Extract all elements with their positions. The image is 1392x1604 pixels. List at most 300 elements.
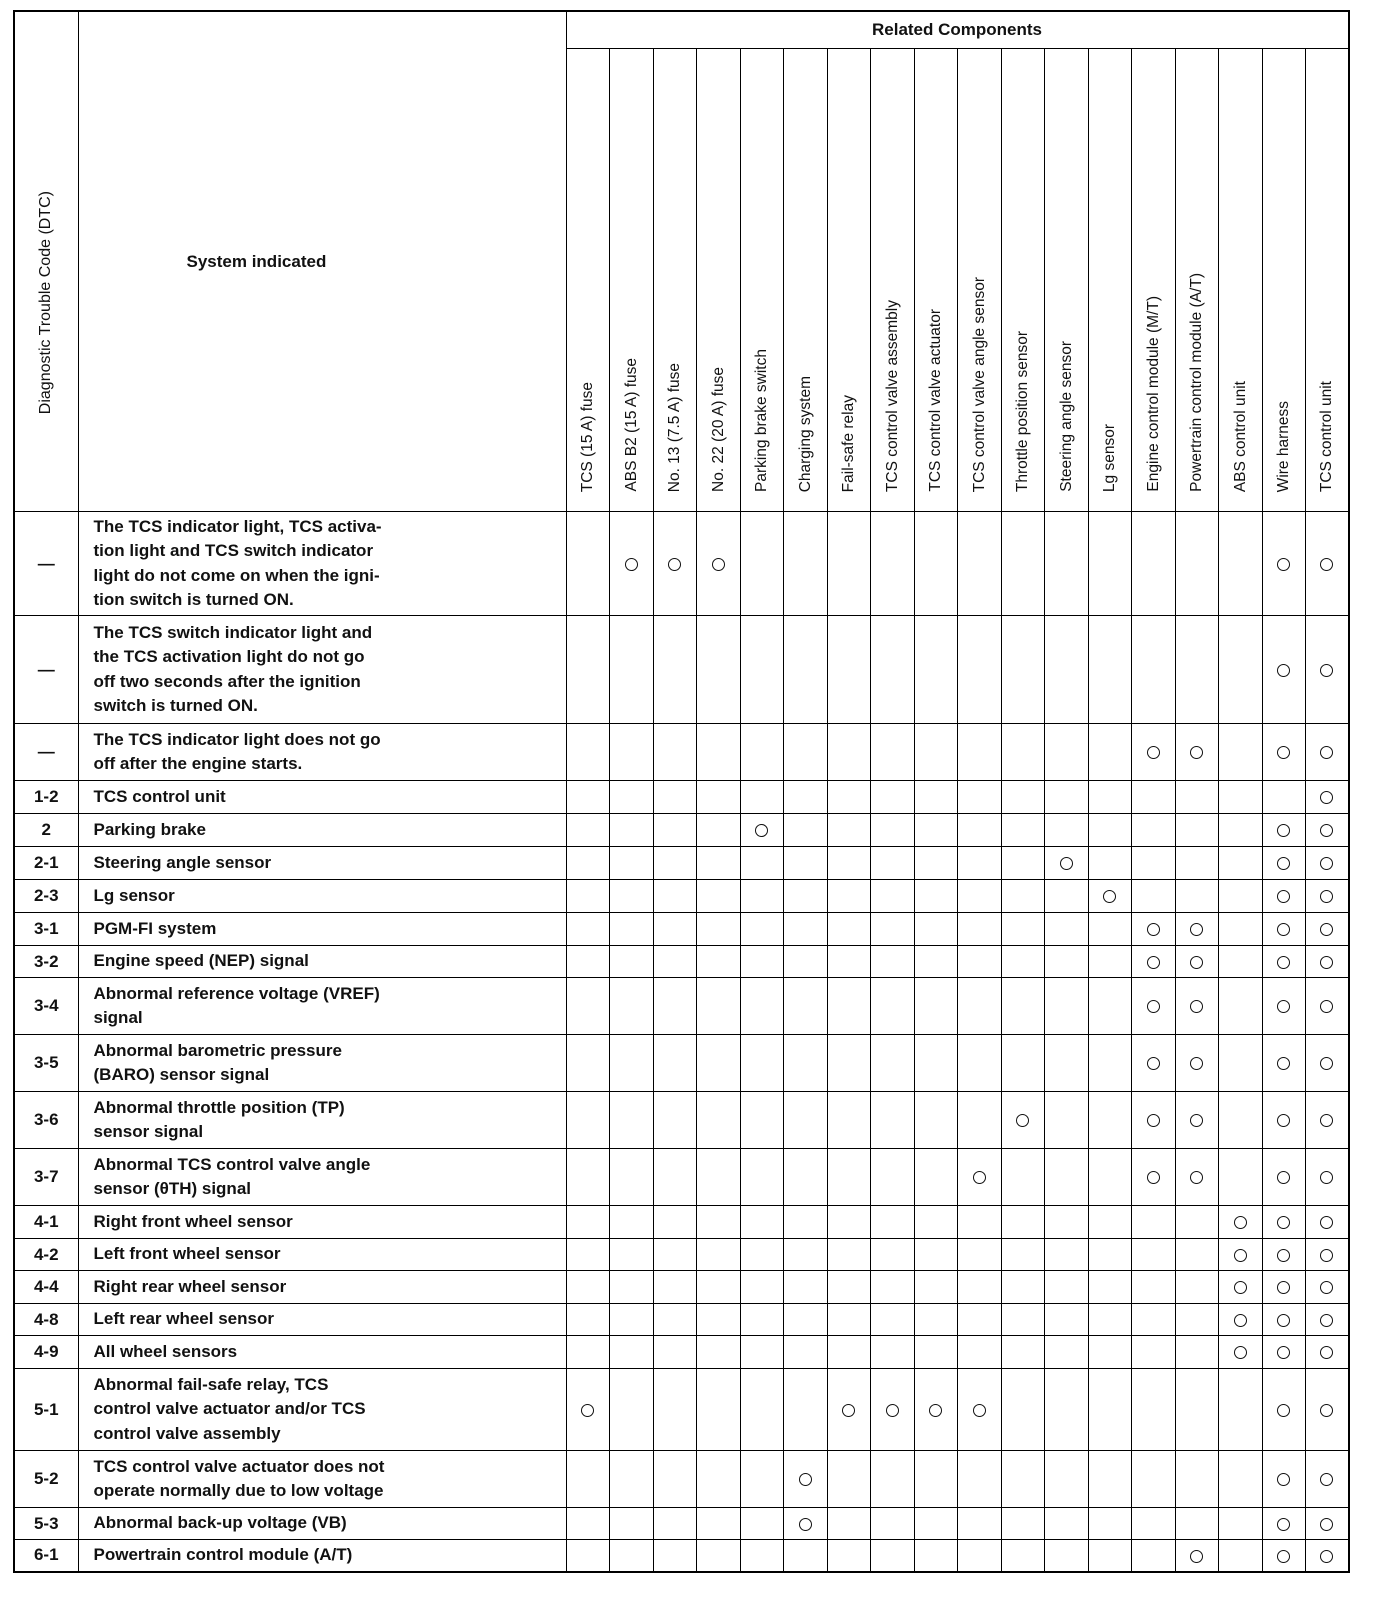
- system-indicated: Lg sensor: [78, 880, 566, 913]
- component-header: [784, 49, 828, 512]
- component-cell: [697, 1451, 741, 1508]
- system-indicated: The TCS indicator light, TCS activa- tion light and TCS switch indicator light do not come on when the igni- tion switch is turned ON.: [78, 512, 566, 616]
- component-label: Charging system: [796, 375, 814, 492]
- component-cell: [784, 781, 828, 814]
- component-cell: [1001, 1508, 1045, 1540]
- component-header: [740, 49, 784, 512]
- component-cell: [1219, 1271, 1263, 1304]
- component-cell: [1045, 1451, 1089, 1508]
- component-cell: [1045, 913, 1089, 946]
- component-cell: [827, 724, 871, 781]
- component-cell: [958, 1271, 1002, 1304]
- component-cell: [1045, 1206, 1089, 1239]
- system-indicated: Left front wheel sensor: [78, 1239, 566, 1271]
- component-cell: [784, 724, 828, 781]
- component-cell: [827, 1540, 871, 1572]
- related-mark-icon: [1320, 923, 1333, 936]
- component-cell: [871, 1271, 915, 1304]
- component-cell: [740, 1304, 784, 1336]
- component-cell: [740, 913, 784, 946]
- component-cell: [914, 847, 958, 880]
- component-cell: [1219, 1451, 1263, 1508]
- component-cell: [1175, 1336, 1219, 1369]
- component-cell: [1001, 1206, 1045, 1239]
- component-cell: [871, 814, 915, 847]
- component-cell: [827, 781, 871, 814]
- component-cell: [1088, 814, 1132, 847]
- related-mark-icon: [1147, 923, 1160, 936]
- component-cell: [1001, 512, 1045, 616]
- component-cell: [697, 1336, 741, 1369]
- component-cell: [610, 978, 654, 1035]
- system-indicated: Abnormal fail-safe relay, TCS control valve actuator and/or TCS control valve assembly: [78, 1369, 566, 1451]
- component-cell: [871, 724, 915, 781]
- related-mark-icon: [1277, 1249, 1290, 1262]
- component-cell: [740, 1271, 784, 1304]
- component-cell: [1088, 1206, 1132, 1239]
- related-mark-icon: [1277, 664, 1290, 677]
- component-cell: [566, 913, 610, 946]
- component-cell: [1262, 1508, 1306, 1540]
- component-cell: [740, 1369, 784, 1451]
- component-cell: [827, 1336, 871, 1369]
- related-mark-icon: [1147, 1057, 1160, 1070]
- component-cell: [1219, 1336, 1263, 1369]
- related-mark-icon: [1016, 1114, 1029, 1127]
- component-cell: [566, 724, 610, 781]
- component-cell: [958, 1336, 1002, 1369]
- component-cell: [784, 880, 828, 913]
- dtc-code: 3-4: [14, 978, 78, 1035]
- related-mark-icon: [1277, 890, 1290, 903]
- component-cell: [784, 1540, 828, 1572]
- component-cell: [1132, 1149, 1176, 1206]
- component-header: [566, 49, 610, 512]
- related-mark-icon: [1320, 890, 1333, 903]
- component-label: Fail-safe relay: [840, 394, 857, 492]
- system-indicated: TCS control valve actuator does not operate normally due to low voltage: [78, 1451, 566, 1508]
- component-cell: [566, 781, 610, 814]
- component-cell: [1262, 978, 1306, 1035]
- component-cell: [1132, 946, 1176, 978]
- component-cell: [610, 1369, 654, 1451]
- component-cell: [566, 1092, 610, 1149]
- component-cell: [610, 1206, 654, 1239]
- system-indicated: The TCS switch indicator light and the TCS activation light do not go off two seconds after the ignition switch is turned ON.: [78, 616, 566, 724]
- dtc-code: 5-2: [14, 1451, 78, 1508]
- component-cell: [871, 1369, 915, 1451]
- component-cell: [1219, 814, 1263, 847]
- component-cell: [1132, 1369, 1176, 1451]
- component-cell: [610, 1035, 654, 1092]
- component-cell: [566, 1336, 610, 1369]
- component-cell: [740, 724, 784, 781]
- component-cell: [827, 913, 871, 946]
- component-cell: [827, 1304, 871, 1336]
- component-cell: [1219, 781, 1263, 814]
- component-cell: [784, 946, 828, 978]
- component-cell: [827, 946, 871, 978]
- related-mark-icon: [1147, 746, 1160, 759]
- related-mark-icon: [1320, 1249, 1333, 1262]
- component-cell: [784, 1336, 828, 1369]
- component-header: [1132, 49, 1176, 512]
- component-cell: [827, 814, 871, 847]
- dtc-code: 4-9: [14, 1336, 78, 1369]
- component-cell: [784, 847, 828, 880]
- component-cell: [784, 1508, 828, 1540]
- component-cell: [1132, 1035, 1176, 1092]
- related-mark-icon: [1103, 890, 1116, 903]
- component-cell: [610, 1149, 654, 1206]
- component-cell: [1262, 781, 1306, 814]
- component-cell: [1088, 1304, 1132, 1336]
- component-cell: [1001, 946, 1045, 978]
- component-header: [914, 49, 958, 512]
- component-cell: [1001, 1271, 1045, 1304]
- component-cell: [784, 978, 828, 1035]
- dtc-code: 1-2: [14, 781, 78, 814]
- table-row: [14, 1239, 1349, 1271]
- component-cell: [914, 1206, 958, 1239]
- component-cell: [784, 1239, 828, 1271]
- component-cell: [871, 1451, 915, 1508]
- component-cell: [1219, 1149, 1263, 1206]
- component-cell: [871, 1540, 915, 1572]
- component-cell: [1306, 913, 1349, 946]
- component-cell: [871, 1508, 915, 1540]
- related-mark-icon: [973, 1171, 986, 1184]
- related-components-header: [566, 11, 1349, 49]
- table-row: [14, 1304, 1349, 1336]
- related-mark-icon: [1320, 1346, 1333, 1359]
- component-cell: [1001, 1304, 1045, 1336]
- component-cell: [566, 1206, 610, 1239]
- component-cell: [914, 1271, 958, 1304]
- component-cell: [1262, 1206, 1306, 1239]
- component-cell: [1132, 847, 1176, 880]
- related-mark-icon: [1277, 923, 1290, 936]
- component-cell: [1262, 1369, 1306, 1451]
- component-cell: [827, 1508, 871, 1540]
- component-cell: [610, 880, 654, 913]
- component-cell: [566, 1451, 610, 1508]
- component-cell: [697, 880, 741, 913]
- component-cell: [697, 978, 741, 1035]
- table-row: [14, 847, 1349, 880]
- component-cell: [958, 1035, 1002, 1092]
- component-cell: [1132, 1092, 1176, 1149]
- component-cell: [1001, 1149, 1045, 1206]
- component-cell: [1262, 880, 1306, 913]
- component-cell: [1175, 1369, 1219, 1451]
- component-cell: [1219, 1369, 1263, 1451]
- related-mark-icon: [1234, 1281, 1247, 1294]
- component-cell: [1132, 880, 1176, 913]
- system-indicated: Abnormal throttle position (TP) sensor signal: [78, 1092, 566, 1149]
- component-cell: [610, 1540, 654, 1572]
- component-cell: [1262, 946, 1306, 978]
- component-cell: [1088, 1035, 1132, 1092]
- component-cell: [914, 781, 958, 814]
- component-cell: [566, 512, 610, 616]
- component-cell: [827, 1206, 871, 1239]
- component-cell: [1262, 847, 1306, 880]
- component-cell: [871, 1035, 915, 1092]
- component-cell: [914, 616, 958, 724]
- component-cell: [1088, 781, 1132, 814]
- component-cell: [653, 512, 697, 616]
- component-cell: [871, 880, 915, 913]
- component-cell: [958, 814, 1002, 847]
- component-cell: [784, 616, 828, 724]
- component-cell: [958, 1508, 1002, 1540]
- component-cell: [697, 724, 741, 781]
- related-mark-icon: [1277, 956, 1290, 969]
- component-label: No. 13 (7.5 A) fuse: [666, 362, 683, 492]
- component-cell: [871, 978, 915, 1035]
- component-cell: [566, 1149, 610, 1206]
- component-cell: [914, 814, 958, 847]
- component-cell: [1175, 880, 1219, 913]
- related-mark-icon: [1277, 1171, 1290, 1184]
- system-indicated: Steering angle sensor: [78, 847, 566, 880]
- component-cell: [914, 1540, 958, 1572]
- component-cell: [653, 616, 697, 724]
- component-cell: [871, 847, 915, 880]
- component-cell: [914, 978, 958, 1035]
- related-mark-icon: [1320, 1518, 1333, 1531]
- component-cell: [1088, 512, 1132, 616]
- component-cell: [1088, 1336, 1132, 1369]
- component-cell: [1088, 1540, 1132, 1572]
- related-mark-icon: [1190, 1057, 1203, 1070]
- component-cell: [1045, 1336, 1089, 1369]
- component-cell: [1045, 616, 1089, 724]
- component-header: [697, 49, 741, 512]
- table-row: [14, 724, 1349, 781]
- component-cell: [1306, 616, 1349, 724]
- component-cell: [1088, 978, 1132, 1035]
- component-cell: [958, 1369, 1002, 1451]
- component-label: Throttle position sensor: [1014, 330, 1031, 492]
- component-cell: [653, 1540, 697, 1572]
- table-row: [14, 913, 1349, 946]
- component-cell: [1306, 1149, 1349, 1206]
- component-cell: [740, 1092, 784, 1149]
- component-cell: [1132, 1451, 1176, 1508]
- component-cell: [871, 616, 915, 724]
- related-mark-icon: [1277, 824, 1290, 837]
- component-label: Wire harness: [1275, 400, 1292, 492]
- component-cell: [1088, 1369, 1132, 1451]
- component-cell: [1088, 946, 1132, 978]
- component-cell: [1175, 913, 1219, 946]
- component-cell: [566, 1239, 610, 1271]
- related-mark-icon: [1277, 558, 1290, 571]
- related-mark-icon: [1277, 1550, 1290, 1563]
- component-cell: [871, 946, 915, 978]
- component-header: [653, 49, 697, 512]
- component-cell: [1175, 1035, 1219, 1092]
- component-cell: [1045, 781, 1089, 814]
- component-cell: [958, 1149, 1002, 1206]
- component-cell: [566, 978, 610, 1035]
- component-cell: [1175, 1508, 1219, 1540]
- component-cell: [827, 1271, 871, 1304]
- component-cell: [1306, 1508, 1349, 1540]
- component-cell: [1219, 1508, 1263, 1540]
- component-cell: [697, 1304, 741, 1336]
- component-cell: [958, 1451, 1002, 1508]
- component-cell: [1219, 946, 1263, 978]
- component-label: TCS control valve actuator: [927, 309, 944, 492]
- component-cell: [740, 1336, 784, 1369]
- component-cell: [1219, 512, 1263, 616]
- component-cell: [1219, 724, 1263, 781]
- component-cell: [871, 1304, 915, 1336]
- table-row: [14, 1369, 1349, 1451]
- component-cell: [1175, 814, 1219, 847]
- component-cell: [871, 781, 915, 814]
- component-cell: [1262, 1092, 1306, 1149]
- component-cell: [610, 1508, 654, 1540]
- system-indicated: Engine speed (NEP) signal: [78, 946, 566, 978]
- component-cell: [784, 913, 828, 946]
- component-cell: [1306, 1239, 1349, 1271]
- component-label: ABS B2 (15 A) fuse: [622, 358, 640, 492]
- table-row: [14, 1336, 1349, 1369]
- component-cell: [1045, 1508, 1089, 1540]
- table-row: [14, 616, 1349, 724]
- system-indicated: Right front wheel sensor: [78, 1206, 566, 1239]
- component-cell: [653, 1149, 697, 1206]
- component-label: TCS (15 A) fuse: [579, 381, 596, 492]
- component-cell: [566, 1369, 610, 1451]
- component-cell: [827, 1092, 871, 1149]
- component-cell: [871, 913, 915, 946]
- component-cell: [697, 1239, 741, 1271]
- component-cell: [697, 1369, 741, 1451]
- related-mark-icon: [1147, 1171, 1160, 1184]
- component-cell: [610, 724, 654, 781]
- component-cell: [610, 847, 654, 880]
- component-cell: [1219, 847, 1263, 880]
- component-cell: [697, 781, 741, 814]
- component-cell: [740, 880, 784, 913]
- component-label: TCS control valve assembly: [883, 299, 901, 492]
- component-cell: [1262, 1451, 1306, 1508]
- component-cell: [740, 512, 784, 616]
- component-cell: [697, 1035, 741, 1092]
- component-cell: [566, 616, 610, 724]
- component-cell: [566, 814, 610, 847]
- component-cell: [1001, 880, 1045, 913]
- component-cell: [784, 1304, 828, 1336]
- component-cell: [740, 1451, 784, 1508]
- component-cell: [958, 978, 1002, 1035]
- component-cell: [827, 1239, 871, 1271]
- dtc-table: [13, 10, 1350, 1573]
- related-mark-icon: [1320, 1550, 1333, 1563]
- component-cell: [1306, 946, 1349, 978]
- component-cell: [958, 1206, 1002, 1239]
- component-cell: [1175, 946, 1219, 978]
- table-row: [14, 814, 1349, 847]
- related-mark-icon: [1190, 1114, 1203, 1127]
- component-cell: [1262, 1271, 1306, 1304]
- related-mark-icon: [625, 558, 638, 571]
- component-cell: [610, 1336, 654, 1369]
- component-cell: [697, 946, 741, 978]
- component-cell: [740, 847, 784, 880]
- component-cell: [1306, 1092, 1349, 1149]
- component-cell: [653, 814, 697, 847]
- component-cell: [1045, 1271, 1089, 1304]
- component-cell: [1088, 1271, 1132, 1304]
- component-cell: [1262, 913, 1306, 946]
- system-indicated: Abnormal back-up voltage (VB): [78, 1508, 566, 1540]
- component-cell: [1306, 1336, 1349, 1369]
- component-cell: [958, 781, 1002, 814]
- component-cell: [1262, 512, 1306, 616]
- component-cell: [1132, 1508, 1176, 1540]
- component-cell: [653, 1239, 697, 1271]
- component-cell: [566, 880, 610, 913]
- component-cell: [653, 1369, 697, 1451]
- component-cell: [610, 616, 654, 724]
- system-indicated: The TCS indicator light does not go off after the engine starts.: [78, 724, 566, 781]
- related-mark-icon: [1320, 857, 1333, 870]
- related-mark-icon: [755, 824, 768, 837]
- dtc-code: 6-1: [14, 1540, 78, 1572]
- component-cell: [1088, 880, 1132, 913]
- component-cell: [1045, 1540, 1089, 1572]
- related-mark-icon: [1234, 1346, 1247, 1359]
- related-mark-icon: [1320, 1473, 1333, 1486]
- component-cell: [1132, 1336, 1176, 1369]
- system-indicated: Abnormal reference voltage (VREF) signal: [78, 978, 566, 1035]
- component-cell: [1132, 616, 1176, 724]
- component-cell: [914, 512, 958, 616]
- component-cell: [697, 1206, 741, 1239]
- component-cell: [610, 1271, 654, 1304]
- related-mark-icon: [1320, 1000, 1333, 1013]
- related-mark-icon: [886, 1404, 899, 1417]
- component-cell: [566, 1508, 610, 1540]
- component-cell: [1262, 1149, 1306, 1206]
- component-cell: [827, 1451, 871, 1508]
- component-label: Engine control module (M/T): [1144, 296, 1162, 492]
- component-cell: [784, 1451, 828, 1508]
- component-cell: [653, 1271, 697, 1304]
- component-cell: [958, 1239, 1002, 1271]
- component-label: TCS control valve angle sensor: [970, 276, 988, 492]
- component-cell: [1175, 1304, 1219, 1336]
- component-cell: [697, 512, 741, 616]
- related-mark-icon: [1190, 1171, 1203, 1184]
- related-mark-icon: [1277, 1473, 1290, 1486]
- related-mark-icon: [842, 1404, 855, 1417]
- component-cell: [1132, 724, 1176, 781]
- component-cell: [697, 814, 741, 847]
- table-row: [14, 1271, 1349, 1304]
- component-cell: [566, 1304, 610, 1336]
- dtc-code: 4-8: [14, 1304, 78, 1336]
- component-cell: [1001, 1369, 1045, 1451]
- component-cell: [1045, 1035, 1089, 1092]
- component-cell: [1175, 1540, 1219, 1572]
